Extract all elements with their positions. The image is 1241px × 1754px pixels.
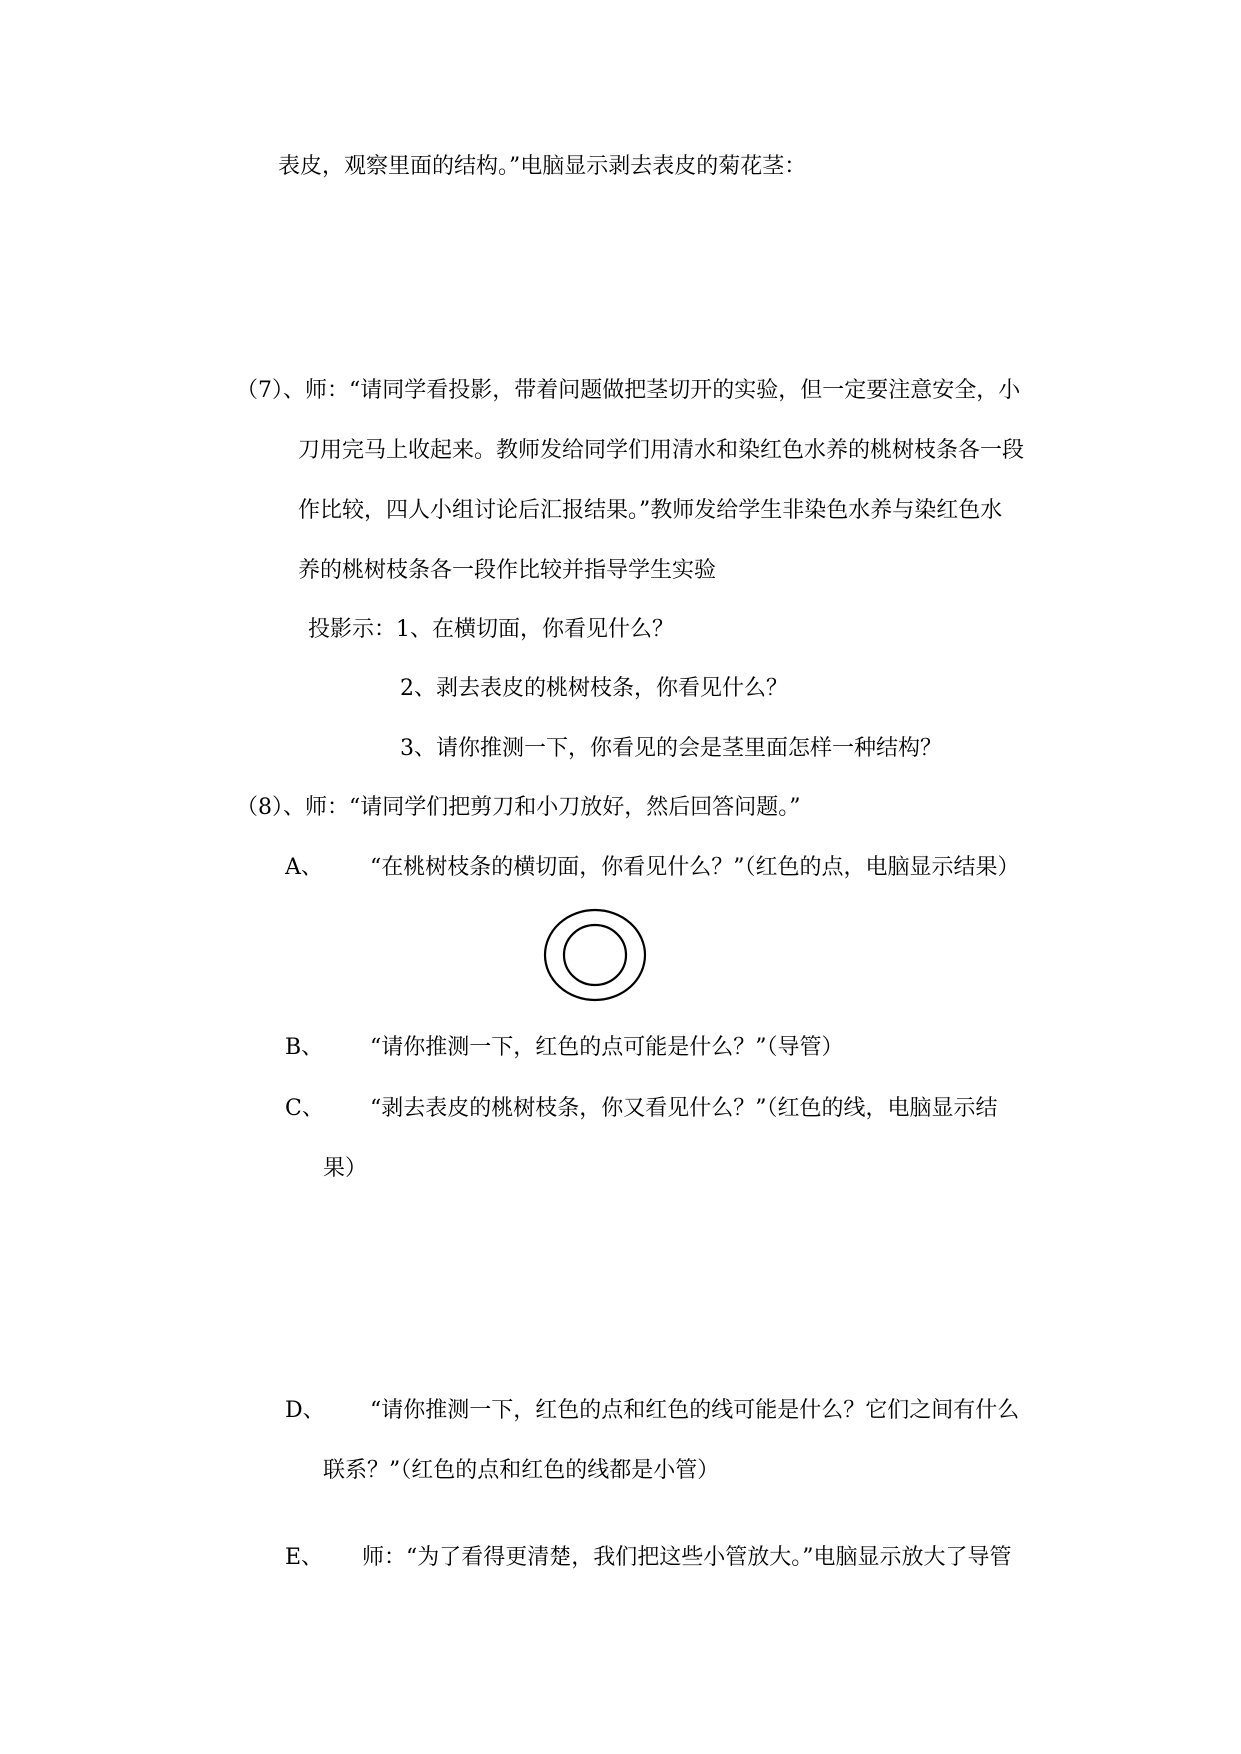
outer-ring [545, 910, 645, 1000]
item-text-b: “请你推测一下，红色的点可能是什么？”（导管） [370, 1035, 844, 1060]
paragraph-line: （7）、师：“请同学看投影，带着问题做把茎切开的实验，但一定要注意安全，小 [236, 378, 1021, 403]
paragraph-line: 表皮，观察里面的结构。”电脑显示剥去表皮的菊花茎： [278, 154, 807, 179]
item-text-d: “请你推测一下，红色的点和红色的线可能是什么？它们之间有什么 [370, 1398, 1020, 1423]
projection-question: 3、请你推测一下，你看见的会是茎里面怎样一种结构？ [400, 736, 942, 761]
item-text-a: “在桃树枝条的横切面，你看见什么？”（红色的点，电脑显示结果） [370, 855, 1020, 880]
cross-section-figure [540, 905, 650, 1005]
projection-question: 2、剥去表皮的桃树枝条，你看见什么？ [400, 676, 788, 701]
item-text-d-cont: 联系？”（红色的点和红色的线都是小管） [323, 1458, 720, 1483]
paragraph-line: 养的桃树枝条各一段作比较并指导学生实验 [298, 558, 717, 583]
paragraph-line: 刀用完马上收起来。教师发给同学们用清水和染红色水养的桃树枝条各一段 [298, 438, 1025, 463]
item-text-e: 师：“为了看得更清楚，我们把这些小管放大。”电脑显示放大了导管 [362, 1545, 1012, 1570]
item-label-d: D、 [285, 1398, 325, 1423]
projection-question: 投影示：1、在横切面，你看见什么？ [308, 617, 674, 642]
paragraph-line: （8）、师：“请同学们把剪刀和小刀放好，然后回答问题。” [236, 795, 801, 820]
item-label-b: B、 [285, 1035, 324, 1060]
item-text-c: “剥去表皮的桃树枝条，你又看见什么？”（红色的线，电脑显示结 [370, 1096, 998, 1121]
inner-ring [564, 925, 626, 985]
paragraph-line: 作比较，四人小组讨论后汇报结果。”教师发给学生非染色水养与染红色水 [298, 498, 1003, 523]
item-label-a: A、 [285, 855, 323, 880]
item-label-c: C、 [285, 1096, 324, 1121]
item-label-e: E、 [285, 1545, 324, 1570]
item-text-c-cont: 果） [323, 1156, 368, 1181]
